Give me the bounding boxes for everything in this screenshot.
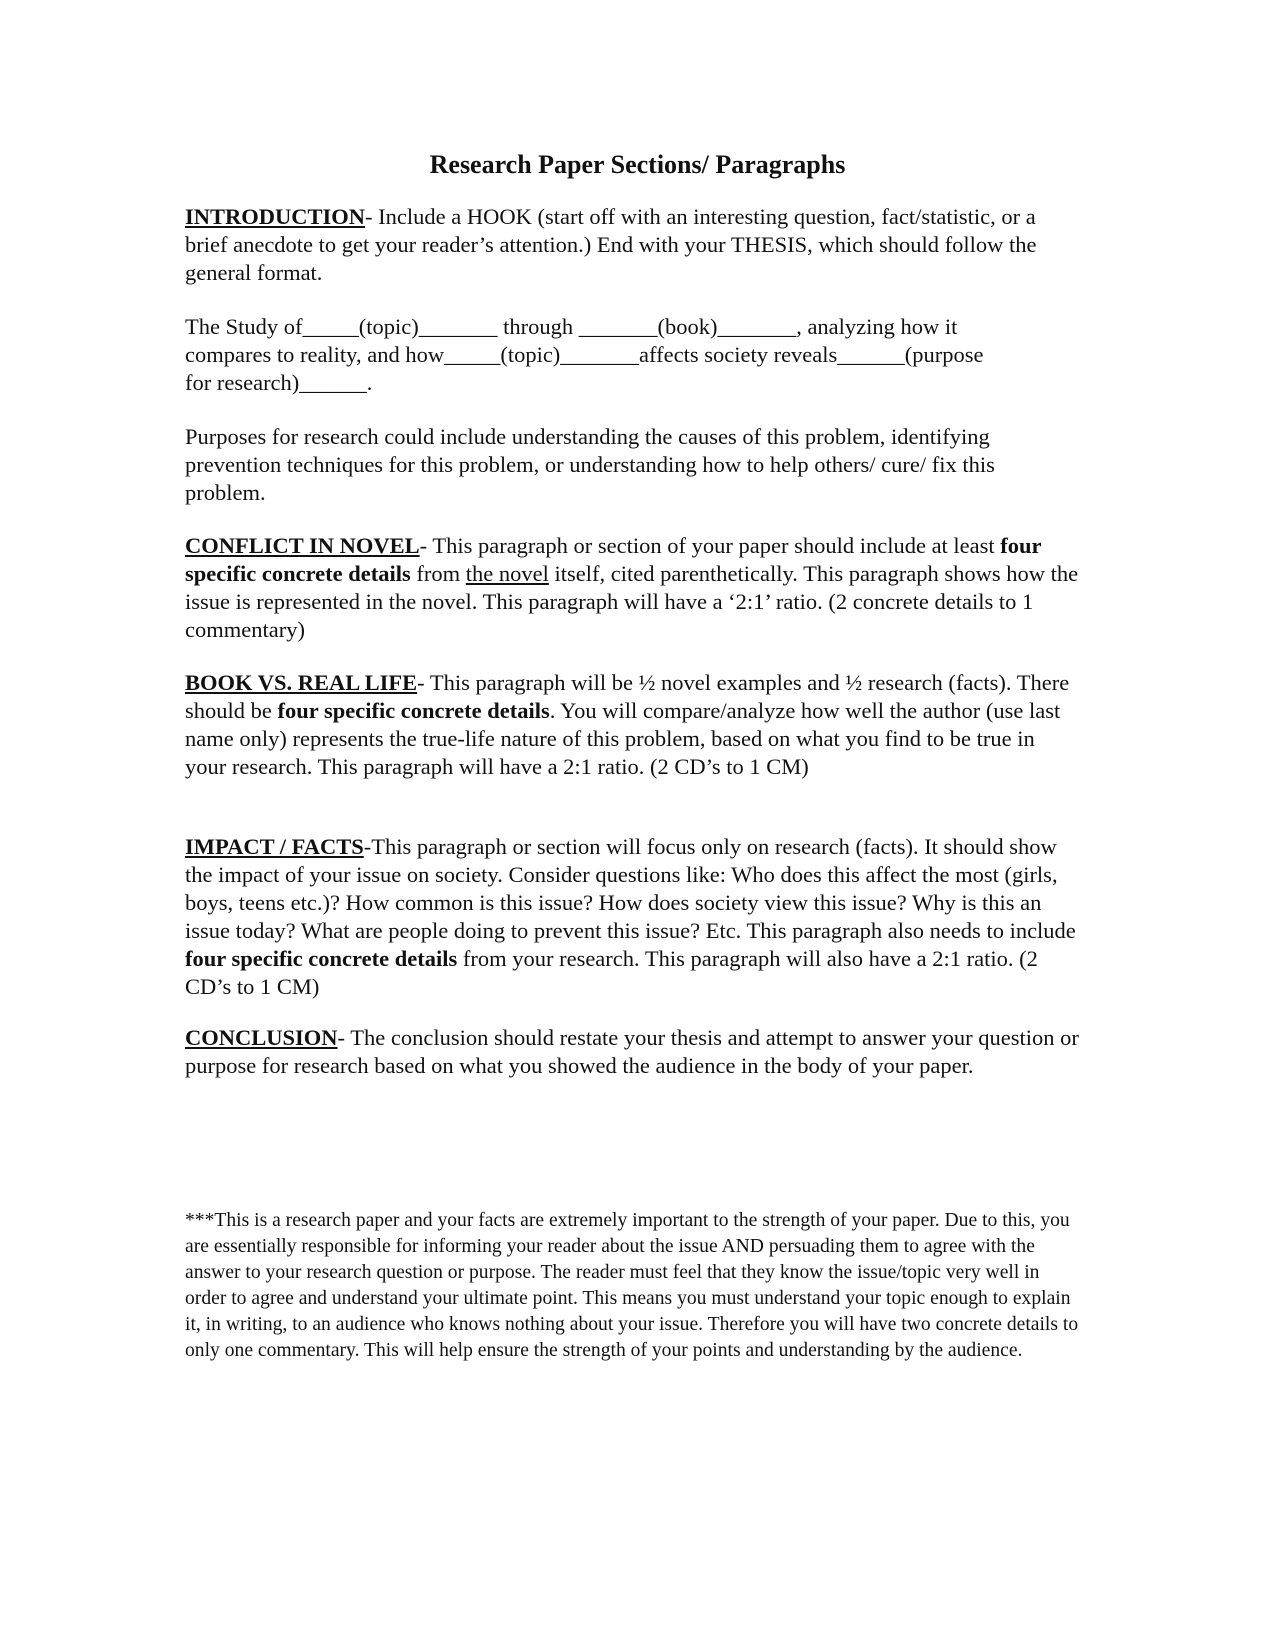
introduction-heading: INTRODUCTION [185, 204, 366, 229]
conclusion-text: - The conclusion should restate your thesis and attempt to answer your question or purpose for research based on what you showed the audience in the body of your paper. [185, 1025, 1079, 1078]
thesis-format-line-1: The Study of_____(topic)_______ through _______(book)_______, analyzing how it [185, 314, 958, 339]
conflict-text-2: from [410, 561, 466, 586]
conflict-heading: CONFLICT IN NOVEL [185, 533, 420, 558]
conflict-text-3: itself, cited parenthetically. This paragraph shows how the issue is represented in the novel. This paragraph will have a ‘2:1’ ratio. (2 concrete details to 1 commentary) [185, 561, 1079, 642]
impact-text-2: from your research. This paragraph will also have a 2:1 ratio. (2 CD’s to 1 CM) [185, 946, 1038, 999]
thesis-format-paragraph [185, 313, 1080, 397]
introduction-paragraph [185, 203, 1080, 287]
thesis-format-line-2: compares to reality, and how_____(topic)_______affects society reveals______(purpose [185, 342, 984, 367]
book-vs-real-heading: BOOK VS. REAL LIFE [185, 670, 418, 695]
impact-text-1: -This paragraph or section will focus only on research (facts). It should show the impact of your issue on society. Consider questions like: Who does this affect the most (girls, boys, teens etc.)? How common is this issue? How does society view this issue? Why is this an issue today? What are people doing to prevent this issue? Etc. This paragraph also needs to include [185, 834, 1076, 943]
book-vs-real-text-1: - This paragraph will be ½ novel examples and ½ research (facts). There should be [185, 670, 1070, 723]
introduction-text: - Include a HOOK (start off with an interesting question, fact/statistic, or a brief anecdote to get your reader’s attention.) End with your THESIS, which should follow the general format. [185, 204, 1037, 285]
impact-heading: IMPACT / FACTS [185, 834, 364, 859]
book-vs-real-bold-1: four specific concrete details [277, 698, 550, 723]
conflict-underline-1: the novel [465, 561, 549, 586]
book-vs-real-paragraph [185, 669, 1080, 781]
footnote-paragraph: ***This is a research paper and your facts are extremely important to the strength of your paper. Due to this, you are essentially responsible for informing your reader about the issue AND persuading them to agree with the answer to your research question or purpose. The reader must feel that they know the issue/topic very well in order to agree and understand your ultimate point. This means you must understand your topic enough to explain it, in writing, to an audience who knows nothing about your issue. Therefore you will have two concrete details to only one commentary. This will help ensure the strength of your points and understanding by the audience. [185, 1210, 1079, 1361]
impact-bold-1: four specific concrete details [185, 946, 458, 971]
thesis-format-line-3: for research)______. [185, 370, 373, 395]
impact-paragraph [185, 833, 1080, 1001]
conclusion-heading: CONCLUSION [185, 1025, 338, 1050]
conflict-text-1: - This paragraph or section of your paper should include at least [419, 533, 1001, 558]
page-title: Research Paper Sections/ Paragraphs [429, 150, 846, 179]
book-vs-real-text-2: . You will compare/analyze how well the author (use last name only) represents the true-life nature of this problem, based on what you find to be true in your research. This paragraph will have a 2:1 ratio. (2 CD’s to 1 CM) [185, 698, 1061, 779]
conflict-bold-1: four specific concrete details [185, 533, 1042, 586]
conclusion-paragraph [185, 1024, 1080, 1080]
conflict-paragraph [185, 532, 1080, 644]
purposes-paragraph: Purposes for research could include understanding the causes of this problem, identifying prevention techniques for this problem, or understanding how to help others/ cure/ fix this problem. [185, 424, 995, 505]
